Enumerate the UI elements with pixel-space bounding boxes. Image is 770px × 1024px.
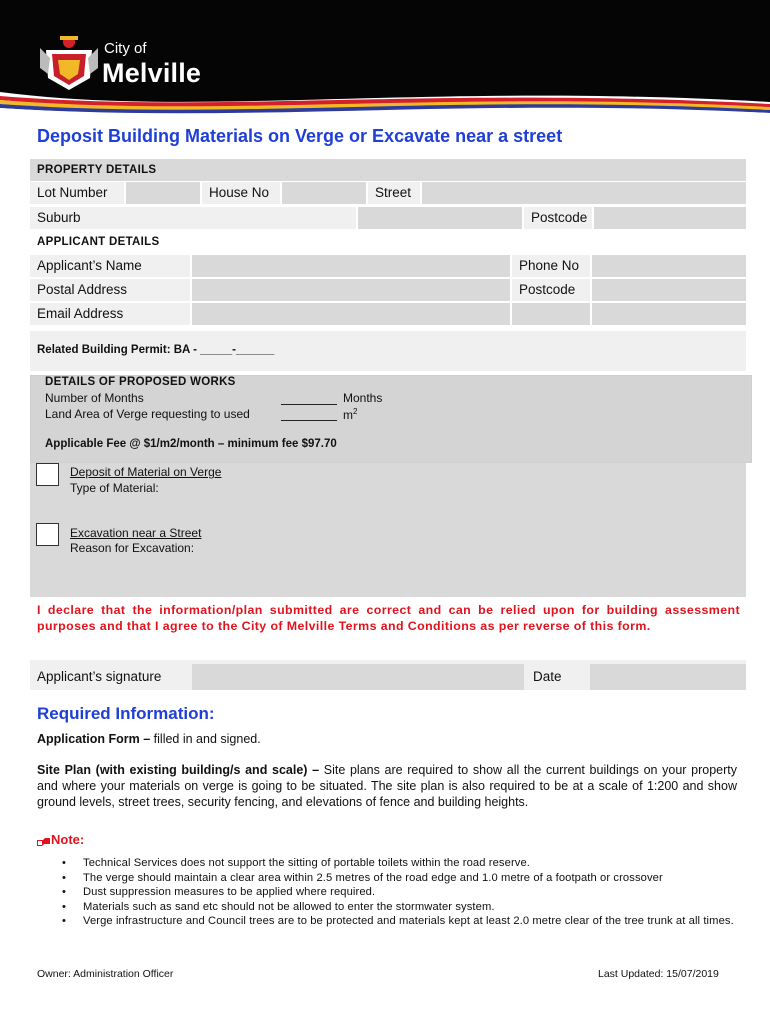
header-banner (0, 0, 770, 122)
list-item: • Verge infrastructure and Council trees are to be protected and materials kept at least 2.0 metre clear of the tree trunk at all times. (62, 914, 734, 929)
list-item: • The verge should maintain a clear area within 2.5 metres of the road edge and 1.0 metre of a footpath or crossover (62, 871, 734, 886)
declaration-text: I declare that the information/plan submitted are correct and can be relied upon for building assessment purposes and that I agree to the City of Melville Terms and Conditions as per reverse of this form. (37, 603, 740, 633)
proposed-works-heading: DETAILS OF PROPOSED WORKS (45, 376, 236, 388)
application-form-requirement: Application Form – filled in and signed. (37, 732, 261, 746)
date-field[interactable] (590, 664, 746, 690)
phone-field[interactable] (592, 255, 746, 277)
postcode-label: Postcode (524, 207, 592, 229)
area-line[interactable] (281, 420, 337, 421)
page-title: Deposit Building Materials on Verge or Excavate near a street (37, 126, 563, 146)
logo-city-name: Melville (102, 58, 202, 88)
footer-last-updated: Last Updated: 15/07/2019 (598, 968, 719, 980)
street-label: Street (368, 182, 420, 204)
list-item: • Dust suppression measures to be applied where required. (62, 885, 734, 900)
date-label: Date (526, 664, 588, 690)
list-item: • Materials such as sand etc should not be allowed to enter the stormwater system. (62, 900, 734, 915)
postal-address-field[interactable] (192, 279, 510, 301)
postal-address-label: Postal Address (30, 279, 190, 301)
house-no-field[interactable] (282, 182, 366, 204)
months-line[interactable] (281, 404, 337, 405)
months-unit: Months (343, 391, 383, 405)
list-item: • Technical Services does not support the sitting of portable toilets within the road reserve. (62, 856, 734, 871)
proposed-works-section (30, 375, 746, 597)
applicant-postcode-label: Postcode (512, 279, 590, 301)
email-field-extra[interactable] (512, 303, 590, 325)
excavation-title: Excavation near a Street (70, 526, 202, 540)
property-details-heading: PROPERTY DETAILS (30, 159, 746, 181)
required-information-heading: Required Information: (37, 704, 215, 723)
months-label: Number of Months (45, 391, 144, 405)
deposit-material-title: Deposit of Material on Verge (70, 465, 222, 479)
applicant-name-field[interactable] (192, 255, 510, 277)
email-label: Email Address (30, 303, 190, 325)
note-heading: Note: (37, 832, 84, 847)
suburb-label: Suburb (30, 207, 356, 229)
email-field[interactable] (192, 303, 510, 325)
site-plan-requirement: Site Plan (with existing building/s and scale) – Site plans are required to show all the current buildings on your property and where your materials on verge is going to be situated. The site plan is also required to be at a scale of 1:200 and show ground levels, street trees, security fencing, and elevations of fence and building heights. (37, 763, 737, 809)
excavation-checkbox[interactable] (36, 523, 59, 546)
applicant-signature-field[interactable] (192, 664, 524, 690)
related-building-permit[interactable]: Related Building Permit: BA - _____-______ (30, 331, 746, 371)
area-unit: $m^2$ (343, 407, 358, 422)
proposed-works-header-box (30, 375, 752, 463)
applicant-details-heading: APPLICANT DETAILS (30, 231, 746, 253)
applicant-postcode-field[interactable] (592, 279, 746, 301)
type-of-material-label: Type of Material: (70, 481, 159, 495)
applicant-signature-label: Applicant’s signature (30, 664, 190, 690)
lot-number-label: Lot Number (30, 182, 124, 204)
reason-for-excavation-label: Reason for Excavation: (70, 541, 195, 555)
city-crest-icon (38, 30, 100, 92)
logo-city-small: City of (104, 40, 147, 57)
deposit-material-checkbox[interactable] (36, 463, 59, 486)
applicant-name-label: Applicant’s Name (30, 255, 190, 277)
suburb-field[interactable] (358, 207, 522, 229)
applicable-fee: Applicable Fee @ $1/m2/month – minimum fee $97.70 (45, 438, 337, 450)
street-field[interactable] (422, 182, 746, 204)
pointing-hand-icon (37, 836, 50, 846)
note-bullet-list (62, 856, 734, 929)
email-field-extra-2[interactable] (592, 303, 746, 325)
postcode-field[interactable] (594, 207, 746, 229)
phone-label: Phone No (512, 255, 590, 277)
area-label: Land Area of Verge requesting to used (45, 407, 250, 421)
footer-owner: Owner: Administration Officer (37, 968, 174, 980)
lot-number-field[interactable] (126, 182, 200, 204)
house-no-label: House No (202, 182, 280, 204)
